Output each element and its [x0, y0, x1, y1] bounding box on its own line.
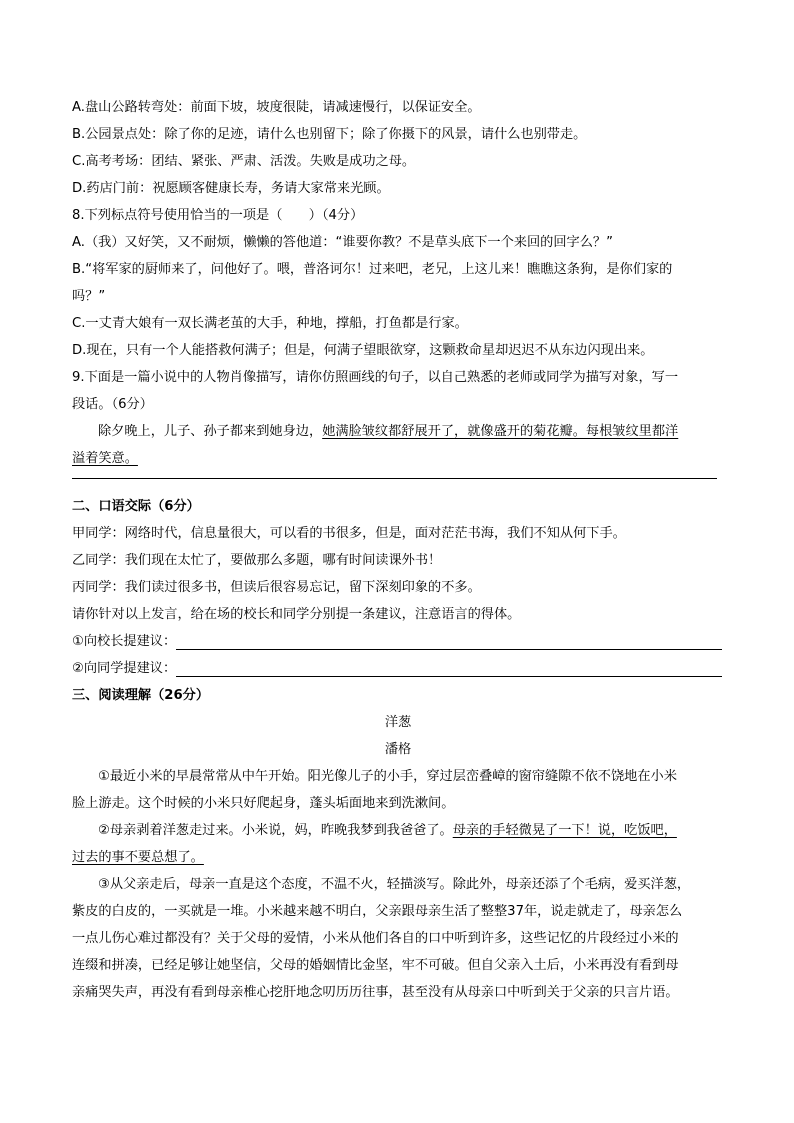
q9-passage-underlined: 她满脸皱纹都舒展开了，就像盛开的菊花瓣。每根皱纹里都洋	[322, 424, 679, 439]
section3-title: 三、阅读理解（26分）	[72, 688, 210, 703]
q7-option-a: A.盘山公路转弯处：前面下坡，坡度很陡，请减速慢行，以保证安全。	[72, 100, 481, 115]
article-paragraph-1-line2: 脸上游走。这个时候的小米只好爬起身，蓬头垢面地来到洗漱间。	[72, 796, 455, 811]
q9-passage-underlined-cont: 溢着笑意。	[72, 451, 138, 466]
q9-passage-line1	[72, 418, 724, 445]
section2-prompt: 请你针对以上发言，给在场的校长和同学分别提一条建议，注意语言的得体。	[72, 607, 521, 622]
student-bing-statement: 丙同学：我们读过很多书，但读后很容易忘记，留下深刻印象的不多。	[72, 580, 481, 595]
classmate-suggestion-row	[72, 655, 724, 682]
article-paragraph-3-line4: 连缀和拼凑，已经足够让她坚信，父母的婚姻情比金坚，牢不可破。但自父亲入土后，小米再没有看到母	[72, 958, 679, 973]
principal-suggestion-label: ①向校长提建议：	[72, 634, 177, 649]
article-author: 潘格	[384, 742, 412, 757]
student-yi-statement: 乙同学：我们现在太忙了，要做那么多题，哪有时间读课外书！	[72, 553, 442, 568]
q9-stem-line2: 段话。（6分）	[72, 397, 153, 412]
q8-stem: 8.下列标点符号使用恰当的一项是（ ）（4分）	[72, 208, 364, 223]
article-paragraph-2-line2	[72, 844, 724, 871]
q9-passage-line2	[72, 445, 724, 472]
q9-answer-line[interactable]	[72, 478, 717, 479]
q7-option-b: B.公园景点处：除了你的足迹，请什么也别留下；除了你摄下的风景，请什么也别带走。	[72, 127, 587, 142]
classmate-suggestion-blank[interactable]	[176, 660, 722, 677]
q8-option-b-line2: 吗？”	[72, 289, 106, 304]
article-paragraph-3-line2: 紫皮的白皮的，一买就是一堆。小米越来越不明白，父亲跟母亲生活了整整37年，说走就走了，母亲怎么	[72, 904, 683, 919]
q9-passage-plain: 除夕晚上，儿子、孙子都来到她身边，	[98, 424, 323, 439]
q8-option-d: D.现在，只有一个人能搭救何满子；但是，何满子望眼欲穿，这颗救命星却迟迟不从东边闪现出来。	[72, 343, 654, 358]
article-paragraph-2-underlined: 母亲的手轻微晃了一下！说，吃饭吧，	[452, 823, 677, 838]
article-paragraph-3-line5: 亲痛哭失声，再没有看到母亲椎心挖肝地念叨历历往事，甚至没有从母亲口中听到关于父亲的只言片语。	[72, 985, 679, 1000]
article-paragraph-3-line1: ③从父亲走后，母亲一直是这个态度，不温不火，轻描淡写。除此外，母亲还添了个毛病，爱买洋葱，	[98, 877, 691, 892]
student-jia-statement: 甲同学：网络时代，信息量很大，可以看的书很多，但是，面对茫茫书海，我们不知从何下手。	[72, 526, 626, 541]
exam-page	[72, 94, 724, 1006]
q7-option-d: D.药店门前：祝愿顾客健康长寿，务请大家常来光顾。	[72, 181, 390, 196]
classmate-suggestion-label: ②向同学提建议：	[72, 661, 177, 676]
article-paragraph-3-line3: 一点儿伤心难过都没有？关于父母的爱情，小米从他们各自的口中听到许多，这些记忆的片段经过小米的	[72, 931, 679, 946]
article-paragraph-1-line1: ①最近小米的早晨常常从中午开始。阳光像儿子的小手，穿过层峦叠嶂的窗帘缝隙不依不饶地在小米	[98, 769, 677, 784]
principal-suggestion-blank[interactable]	[176, 633, 722, 650]
q8-option-c: C.一丈青大娘有一双长满老茧的大手，种地，撑船，打鱼都是行家。	[72, 316, 468, 331]
q8-option-a: A.（我）又好笑，又不耐烦，懒懒的答他道：“谁要你教？不是草头底下一个来回的回字么？”	[72, 235, 613, 250]
article-title: 洋葱	[384, 715, 412, 730]
article-paragraph-2-line1	[72, 817, 724, 844]
principal-suggestion-row	[72, 628, 724, 655]
q8-option-b-line1: B.“将军家的厨师来了，问他好了。喂，普洛诃尔！过来吧，老兄，上这儿来！瞧瞧这条狗，是你们家的	[72, 262, 673, 277]
article-paragraph-2-underlined-cont: 过去的事不要总想了。	[72, 850, 204, 865]
article-paragraph-2-plain: ②母亲剥着洋葱走过来。小米说，妈，昨晚我梦到我爸爸了。	[98, 823, 453, 838]
section2-title: 二、口语交际（6分）	[72, 499, 200, 514]
q9-stem-line1: 9.下面是一篇小说中的人物肖像描写，请你仿照画线的句子，以自己熟悉的老师或同学为描写对象，写一	[72, 370, 679, 385]
q7-option-c: C.高考考场：团结、紧张、严肃、活泼。失败是成功之母。	[72, 154, 416, 169]
